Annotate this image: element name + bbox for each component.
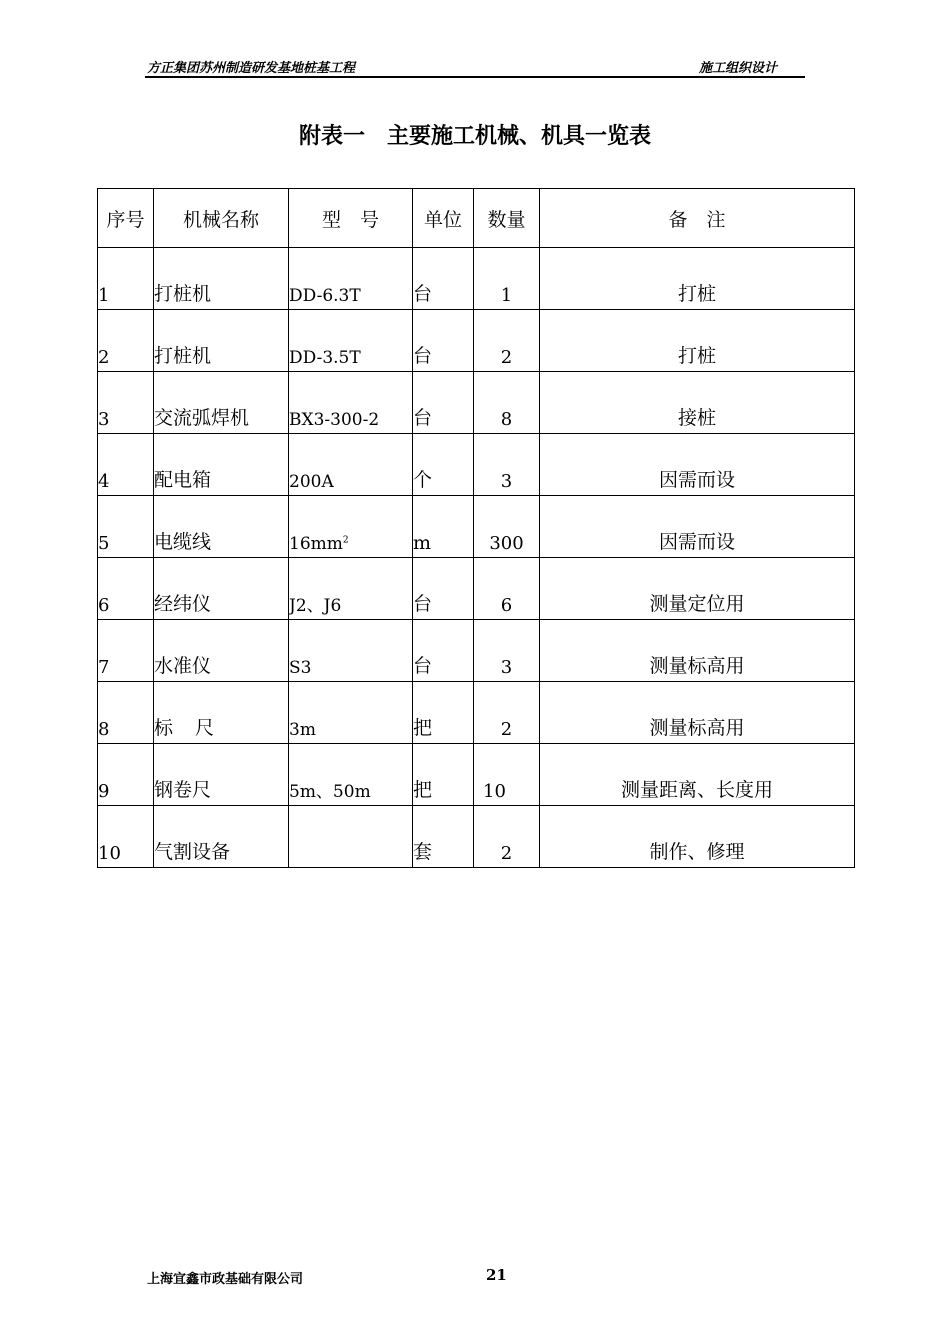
table-row	[98, 558, 855, 620]
cell-name: 钢卷尺	[154, 744, 289, 806]
cell-model	[289, 806, 413, 868]
cell-name: 气割设备	[154, 806, 289, 868]
superscript-exponent: 2	[342, 535, 349, 546]
cell-unit: 套	[413, 806, 474, 868]
cell-no: 10	[98, 806, 154, 868]
header-doc-type: 施工组织设计	[698, 61, 777, 76]
cell-note: 测量距离、长度用	[540, 744, 855, 806]
table-row	[98, 744, 855, 806]
cell-note: 因需而设	[540, 434, 855, 496]
header-project-name: 方正集团苏州制造研发基地桩基工程	[147, 61, 356, 76]
cell-model: DD-3.5T	[289, 310, 413, 372]
cell-note: 制作、修理	[540, 806, 855, 868]
cell-qty: 10	[474, 744, 540, 806]
cell-unit: 台	[413, 248, 474, 310]
cell-name: 交流弧焊机	[154, 372, 289, 434]
cell-no: 4	[98, 434, 154, 496]
cell-unit: 台	[413, 372, 474, 434]
col-header-name: 机械名称	[154, 189, 289, 248]
cell-model: S3	[289, 620, 413, 682]
cell-name: 经纬仪	[154, 558, 289, 620]
table-header-row	[98, 189, 855, 248]
cell-name: 电缆线	[154, 496, 289, 558]
page-number: 21	[486, 1266, 507, 1284]
equipment-table	[97, 188, 855, 868]
cell-note: 打桩	[540, 310, 855, 372]
cell-qty: 2	[474, 310, 540, 372]
cell-qty: 3	[474, 620, 540, 682]
cell-no: 7	[98, 620, 154, 682]
cell-no: 2	[98, 310, 154, 372]
table-row	[98, 372, 855, 434]
cell-model: 3m	[289, 682, 413, 744]
cell-no: 6	[98, 558, 154, 620]
cell-qty: 8	[474, 372, 540, 434]
cell-name: 打桩机	[154, 310, 289, 372]
col-header-unit: 单位	[413, 189, 474, 248]
cell-model: DD-6.3T	[289, 248, 413, 310]
cell-qty: 3	[474, 434, 540, 496]
table-row	[98, 248, 855, 310]
col-header-model: 型 号	[289, 189, 413, 248]
cell-unit: 把	[413, 744, 474, 806]
cell-qty: 6	[474, 558, 540, 620]
table-row	[98, 310, 855, 372]
cell-no: 8	[98, 682, 154, 744]
table-row	[98, 434, 855, 496]
cell-name: 配电箱	[154, 434, 289, 496]
cell-qty: 300	[474, 496, 540, 558]
page-title: 附表一 主要施工机械、机具一览表	[298, 124, 651, 149]
table-row	[98, 620, 855, 682]
cell-model-value: 16mm	[289, 534, 343, 554]
cell-unit: 台	[413, 310, 474, 372]
cell-no: 1	[98, 248, 154, 310]
cell-unit: 台	[413, 620, 474, 682]
cell-note: 测量标高用	[540, 620, 855, 682]
cell-unit: 把	[413, 682, 474, 744]
col-header-no: 序号	[98, 189, 154, 248]
cell-name: 水准仪	[154, 620, 289, 682]
cell-note: 接桩	[540, 372, 855, 434]
table-row	[98, 806, 855, 868]
table-row	[98, 682, 855, 744]
cell-qty: 2	[474, 806, 540, 868]
table-row	[98, 496, 855, 558]
cell-no: 5	[98, 496, 154, 558]
cell-model: 200A	[289, 434, 413, 496]
cell-model: BX3-300-2	[289, 372, 413, 434]
cell-unit: 台	[413, 558, 474, 620]
cell-note: 打桩	[540, 248, 855, 310]
cell-qty: 1	[474, 248, 540, 310]
cell-unit: m	[413, 496, 474, 558]
cell-qty: 2	[474, 682, 540, 744]
cell-model	[289, 496, 413, 558]
cell-note: 测量定位用	[540, 558, 855, 620]
cell-no: 3	[98, 372, 154, 434]
col-header-note: 备 注	[540, 189, 855, 248]
cell-no: 9	[98, 744, 154, 806]
cell-note: 测量标高用	[540, 682, 855, 744]
cell-unit: 个	[413, 434, 474, 496]
footer-company: 上海宜鑫市政基础有限公司	[147, 1272, 304, 1287]
cell-name: 打桩机	[154, 248, 289, 310]
page-header	[145, 56, 805, 78]
cell-note: 因需而设	[540, 496, 855, 558]
cell-model: J2、J6	[289, 558, 413, 620]
cell-model: 5m、50m	[289, 744, 413, 806]
cell-name: 标尺	[154, 682, 289, 744]
col-header-qty: 数量	[474, 189, 540, 248]
